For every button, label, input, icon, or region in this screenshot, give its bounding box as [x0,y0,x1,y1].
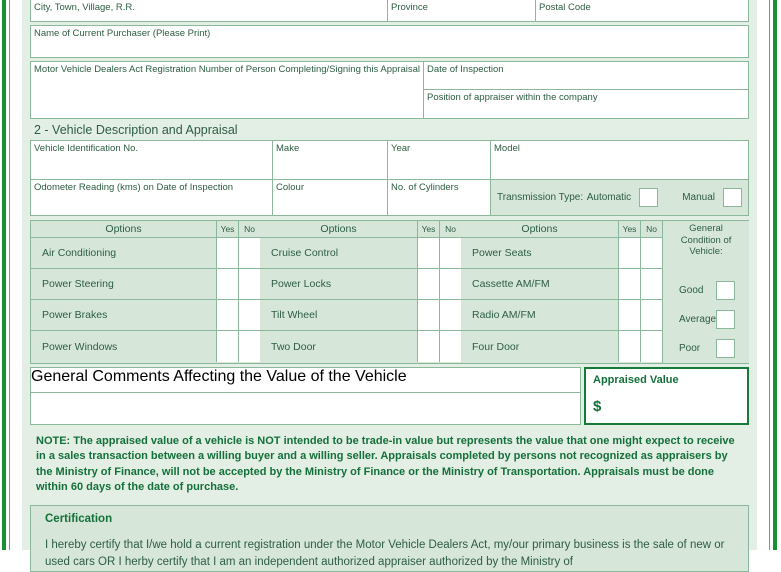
left-thin-rule [9,0,10,550]
options-column-3 [461,221,618,363]
options-column-3-no [640,221,662,363]
options-column-1-no [238,221,260,363]
spacer [663,258,749,276]
no-checkbox-cell[interactable] [238,300,260,331]
certification-section [30,505,749,572]
purchaser-name-label: Name of Current Purchaser (Please Print) [34,28,211,39]
right-green-rail [773,0,777,550]
yes-checkbox-cell[interactable] [216,331,238,362]
transmission-manual-label: Manual [682,192,715,203]
option-row: Four Door [461,331,618,362]
inspection-stack [424,61,749,119]
no-checkbox-cell[interactable] [238,331,260,362]
mvda-registration-label: Motor Vehicle Dealers Act Registration Number of Person Completing/Signing this Appraisal [34,64,420,75]
condition-good-row [663,276,749,305]
vehicle-description-row-2 [30,180,749,216]
general-comments-label: General Comments Affecting the Value of the Vehicle [31,367,407,385]
no-checkbox-cell[interactable] [238,238,260,269]
left-green-rail [2,0,6,550]
general-comments-group [30,367,581,425]
general-comments-field-line-2[interactable] [30,393,581,425]
options-column-2 [260,221,417,363]
comments-and-value-row [30,367,749,425]
city-label: City, Town, Village, R.R. [34,2,135,13]
no-checkbox-cell[interactable] [439,331,461,362]
no-checkbox-cell[interactable] [439,269,461,300]
condition-poor-checkbox[interactable] [716,339,735,358]
transmission-type-label: Transmission Type: [497,192,584,203]
no-checkbox-cell[interactable] [640,331,662,362]
colour-field[interactable] [273,180,388,216]
yes-checkbox-cell[interactable] [417,238,439,269]
general-condition-panel [662,221,749,363]
option-row: Cruise Control [260,238,417,269]
date-of-inspection-field[interactable] [424,61,749,90]
transmission-manual-option [682,188,742,207]
odometer-label: Odometer Reading (kms) on Date of Inspection [34,182,234,193]
option-row: Power Seats [461,238,618,269]
condition-poor-label: Poor [679,342,701,354]
yes-checkbox-cell[interactable] [216,300,238,331]
yes-header: Yes [618,221,640,238]
currency-symbol-icon: $ [593,397,602,415]
province-label: Province [391,2,428,13]
vehicle-description-row-1 [30,140,749,180]
purchaser-row [30,25,749,58]
address-row [30,0,749,22]
no-header: No [439,221,461,238]
options-column-1-header: Options [31,221,216,238]
purchaser-name-field[interactable] [30,25,749,58]
option-row: Two Door [260,331,417,362]
options-column-2-header: Options [260,221,417,238]
appraisal-note: NOTE: The appraised value of a vehicle is NOT intended to be trade-in value but represents the value that one might expect to receive in a sales transaction between a willing buyer and a willing seller. Appraisals completed by persons not recognized as appraisers by the Ministry of Finance, will not be accepted by the Ministry of Finance or the Ministry of Transportation. Appraisals must be done within 60 days of the date of purchase. [36,434,735,493]
transmission-type-group [491,180,749,216]
yes-checkbox-cell[interactable] [618,238,640,269]
options-column-1 [31,221,216,363]
options-column-3-yes [618,221,640,363]
appraised-value-box[interactable] [584,367,749,425]
section-1-address-block [30,0,749,119]
appraised-value-title: Appraised Value [593,373,679,386]
option-row: Power Steering [31,269,216,300]
option-row: Cassette AM/FM [461,269,618,300]
condition-good-checkbox[interactable] [716,281,735,300]
transmission-automatic-option [587,188,658,207]
options-column-1-yes [216,221,238,363]
form-page [22,0,757,568]
condition-average-label: Average [679,313,717,325]
postal-code-field[interactable] [536,0,749,22]
cylinders-label: No. of Cylinders [391,182,459,193]
general-condition-title: General Condition of Vehicle: [680,223,732,257]
option-row: Air Conditioning [31,238,216,269]
no-checkbox-cell[interactable] [439,300,461,331]
appraiser-position-field[interactable] [424,90,749,119]
vin-label: Vehicle Identification No. [34,143,139,154]
no-checkbox-cell[interactable] [439,238,461,269]
yes-checkbox-cell[interactable] [216,269,238,300]
mvda-registration-field[interactable] [30,61,424,119]
make-field[interactable] [273,140,388,180]
yes-checkbox-cell[interactable] [618,300,640,331]
certification-body: I hereby certify that I/we hold a current registration under the Motor Vehicle Dealers Act, my/our primary business is the sale of new or used cars OR I herby certify that I am an independent authorized appraiser authorized by the Ministry of [45,538,725,568]
yes-checkbox-cell[interactable] [618,269,640,300]
transmission-automatic-label: Automatic [586,192,632,203]
yes-checkbox-cell[interactable] [216,238,238,269]
province-field[interactable] [388,0,536,22]
no-checkbox-cell[interactable] [640,300,662,331]
options-table [30,220,749,364]
yes-checkbox-cell[interactable] [618,331,640,362]
yes-header: Yes [417,221,439,238]
vin-field[interactable] [30,140,273,180]
section-2-title: 2 - Vehicle Description and Appraisal [34,123,238,137]
options-column-2-no [439,221,461,363]
no-checkbox-cell[interactable] [640,238,662,269]
condition-average-checkbox[interactable] [716,310,735,329]
general-comments-field[interactable] [30,367,581,393]
condition-poor-row [663,334,749,363]
yes-checkbox-cell[interactable] [417,300,439,331]
no-header: No [640,221,662,238]
date-of-inspection-label: Date of Inspection [427,64,504,75]
model-label: Model [494,143,520,154]
postal-code-label: Postal Code [539,2,591,13]
no-checkbox-cell[interactable] [238,269,260,300]
colour-label: Colour [276,182,304,193]
no-checkbox-cell[interactable] [640,269,662,300]
year-field[interactable] [388,140,491,180]
city-field[interactable] [30,0,388,22]
certification-title: Certification [45,512,113,525]
options-column-2-yes [417,221,439,363]
yes-header: Yes [216,221,238,238]
year-label: Year [391,143,411,154]
make-label: Make [276,143,300,154]
option-row: Power Windows [31,331,216,362]
transmission-automatic-checkbox[interactable] [639,188,658,207]
odometer-field[interactable] [30,180,273,216]
model-field[interactable] [491,140,749,180]
no-header: No [238,221,260,238]
option-row: Radio AM/FM [461,300,618,331]
condition-average-row [663,305,749,334]
option-row: Power Brakes [31,300,216,331]
yes-checkbox-cell[interactable] [417,269,439,300]
appraiser-position-label: Position of appraiser within the company [427,92,598,103]
cylinders-field[interactable] [388,180,491,216]
option-row: Tilt Wheel [260,300,417,331]
option-row: Power Locks [260,269,417,300]
right-thin-rule [769,0,770,550]
yes-checkbox-cell[interactable] [417,331,439,362]
options-column-3-header: Options [461,221,618,238]
transmission-manual-checkbox[interactable] [723,188,742,207]
condition-good-label: Good [679,284,704,296]
mvda-row [30,61,749,119]
